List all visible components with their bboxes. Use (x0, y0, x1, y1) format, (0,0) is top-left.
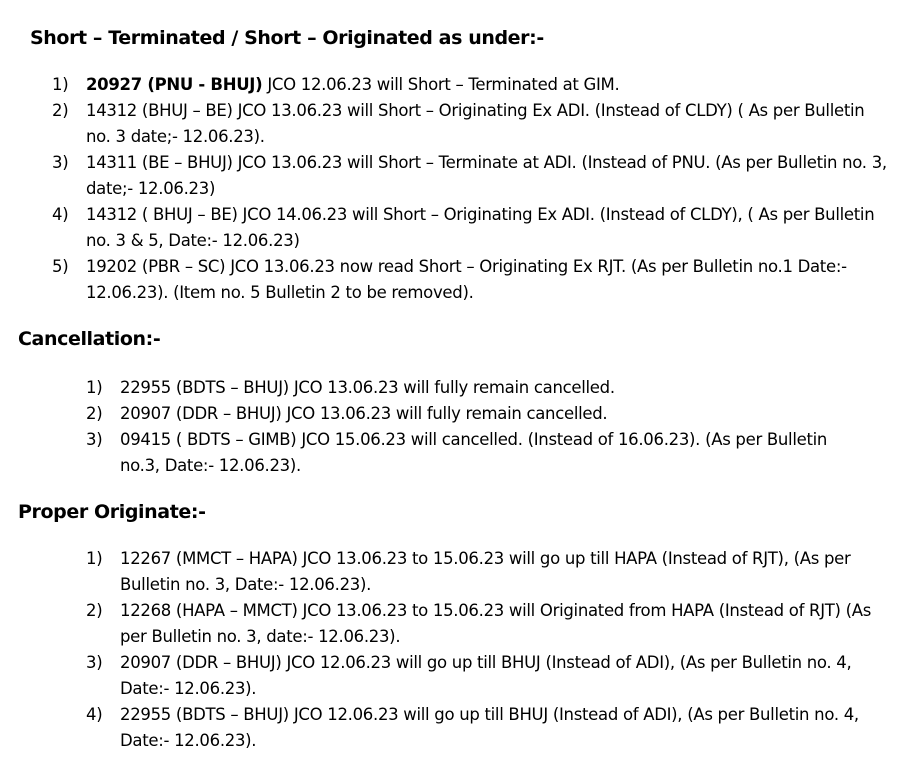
item-text: 14312 (BHUJ – BE) JCO 13.06.23 will Short – Originating Ex ADI. (Instead of CLDY) ( As per Bulletin no. 3 date;- 12.06.23). (86, 101, 865, 146)
item-number: 1) (86, 549, 103, 568)
item-number: 1) (52, 75, 69, 94)
section-heading-proper-originate: Proper Originate:- (18, 501, 206, 523)
list-item (52, 254, 887, 306)
proper-originate-list (86, 546, 876, 754)
list-item (86, 401, 866, 427)
item-text: 19202 (PBR – SC) JCO 13.06.23 now read Short – Originating Ex RJT. (As per Bulletin no.1 Date:- 12.06.23). (Item no. 5 Bulletin 2 to be removed). (86, 257, 847, 302)
list-item (86, 375, 866, 401)
cancellation-list (86, 375, 866, 479)
item-text: 12267 (MMCT – HAPA) JCO 13.06.23 to 15.06.23 will go up till HAPA (Instead of RJT), (As per Bulletin no. 3, Date:- 12.06.23). (120, 549, 851, 594)
item-number: 4) (86, 705, 103, 724)
item-text: 20907 (DDR – BHUJ) JCO 13.06.23 will fully remain cancelled. (120, 404, 608, 423)
list-item (52, 202, 887, 254)
short-terminated-list (52, 72, 887, 306)
item-text: 14311 (BE – BHUJ) JCO 13.06.23 will Short – Terminate at ADI. (Instead of PNU. (As per Bulletin no. 3, date;- 12.06.23) (86, 153, 887, 198)
list-item (86, 427, 866, 479)
item-number: 4) (52, 205, 69, 224)
item-text: 20907 (DDR – BHUJ) JCO 12.06.23 will go up till BHUJ (Instead of ADI), (As per Bulletin no. 4, Date:- 12.06.23). (120, 653, 852, 698)
item-text-rest: JCO 12.06.23 will Short – Terminated at GIM. (262, 75, 620, 94)
item-number: 2) (86, 404, 103, 423)
list-item (52, 98, 887, 150)
list-item (86, 546, 876, 598)
item-number: 2) (52, 101, 69, 120)
item-number: 2) (86, 601, 103, 620)
item-text: 22955 (BDTS – BHUJ) JCO 13.06.23 will fully remain cancelled. (120, 378, 615, 397)
list-item (52, 150, 887, 202)
train-number-bold: 20927 (PNU - BHUJ) (86, 75, 263, 94)
item-text: 14312 ( BHUJ – BE) JCO 14.06.23 will Short – Originating Ex ADI. (Instead of CLDY), ( As per Bulletin no. 3 & 5, Date:- 12.06.23) (86, 205, 875, 250)
item-text: 09415 ( BDTS – GIMB) JCO 15.06.23 will cancelled. (Instead of 16.06.23). (As per Bulletin no.3, Date:- 12.06.23). (120, 430, 828, 475)
item-text (86, 72, 887, 98)
section-heading-cancellation: Cancellation:- (18, 328, 161, 350)
list-item (86, 702, 876, 754)
item-number: 5) (52, 257, 69, 276)
item-number: 3) (86, 430, 103, 449)
item-text: 12268 (HAPA – MMCT) JCO 13.06.23 to 15.06.23 will Originated from HAPA (Instead of RJT) (As per Bulletin no. 3, date:- 12.06.23). (120, 601, 872, 646)
item-text: 22955 (BDTS – BHUJ) JCO 12.06.23 will go up till BHUJ (Instead of ADI), (As per Bulletin no. 4, Date:- 12.06.23). (120, 705, 859, 750)
list-item (52, 72, 887, 98)
item-number: 3) (52, 153, 69, 172)
list-item (86, 650, 876, 702)
item-number: 1) (86, 378, 103, 397)
item-number: 3) (86, 653, 103, 672)
section-heading-short-terminated: Short – Terminated / Short – Originated as under:- (30, 27, 544, 49)
list-item (86, 598, 876, 650)
